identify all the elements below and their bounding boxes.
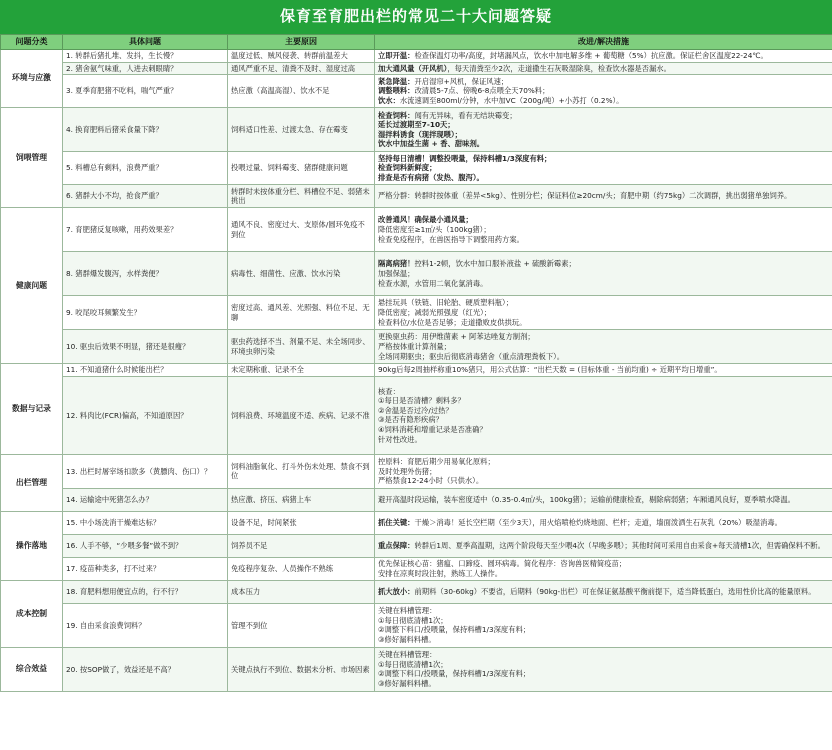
solution-text: 闻有无异味，看有无结块霉变； [414, 110, 517, 120]
solution-line [378, 225, 829, 235]
header-cause: 主要原因 [228, 35, 375, 50]
solution-emphasis: 排查是否有病猪（发热、腹泻）。 [378, 173, 484, 183]
solution-cell [375, 488, 832, 511]
solution-text: 悬挂玩具（铁链、旧轮胎、硬质塑料瓶）； [378, 298, 513, 308]
solution-line [378, 616, 829, 626]
solution-cell [375, 208, 832, 252]
solution-line [378, 318, 829, 328]
cause-cell: 饲养员不足 [228, 534, 375, 557]
solution-line [378, 365, 829, 375]
solution-text: 降低密度；减弱光照强度（红光）； [378, 307, 492, 317]
category-cell: 数据与记录 [1, 364, 63, 455]
solution-cell [375, 185, 832, 208]
table-row [1, 488, 832, 511]
question-cell: 4. 换育肥料后猪采食量下降？ [63, 108, 228, 152]
cause-cell: 饲料油脂氧化、打斗外伤未处理、禁食不到位 [228, 454, 375, 488]
table-header-row [1, 35, 832, 50]
solution-line [378, 120, 829, 130]
category-cell: 出栏管理 [1, 454, 63, 511]
solution-cell [375, 330, 832, 364]
solution-line [378, 332, 829, 342]
solution-cell [375, 580, 832, 603]
solution-emphasis: 隔离病猪！ [378, 259, 415, 269]
question-cell: 15. 中小场洗消干燥难达标？ [63, 511, 228, 534]
question-cell: 19. 自由采食浪费饲料？ [63, 603, 228, 647]
table-row [1, 454, 832, 488]
solution-line [378, 139, 829, 149]
solution-emphasis: 立即开温： [378, 51, 415, 60]
solution-line [378, 660, 829, 670]
header-solution: 改进/解决措施 [375, 35, 832, 50]
solution-text: 全场同期驱虫；驱虫后彻底消毒猪舍（重点清理粪板下）。 [378, 351, 565, 361]
solution-text: ②舍温是否过冷/过热？ [378, 405, 453, 415]
cause-cell: 热应激、挤压、病猪上车 [228, 488, 375, 511]
solution-emphasis: 抓大放小： [378, 587, 415, 597]
category-cell: 饲喂管理 [1, 108, 63, 208]
solution-text: ①每日是否清槽？剩料多？ [378, 396, 465, 406]
solution-emphasis: 重点保障： [378, 541, 415, 551]
solution-line [378, 559, 829, 569]
solution-line [378, 173, 829, 183]
category-cell: 操作落地 [1, 511, 63, 580]
table-row [1, 208, 832, 252]
cause-cell: 关键点执行不到位、数据未分析、市场因素 [228, 647, 375, 691]
question-cell: 2. 猪舍氨气味重，人进去刺眼睛？ [63, 62, 228, 75]
solution-cell [375, 511, 832, 534]
page-title: 保育至育肥出栏的常见二十大问题答疑 [0, 0, 832, 34]
category-cell: 综合效益 [1, 647, 63, 691]
table-row [1, 364, 832, 377]
solution-text: 核查： [378, 386, 400, 396]
solution-emphasis: 检查饲料： [378, 110, 415, 120]
question-cell: 6. 猪群大小不均，抢食严重？ [63, 185, 228, 208]
table-row [1, 152, 832, 185]
solution-line [378, 495, 829, 505]
solution-line [378, 308, 829, 318]
solution-line [378, 635, 829, 645]
solution-text: 优先保证核心苗：猪瘟、口蹄疫、圆环病毒。简化程序：咨询兽医精简疫苗； [378, 559, 627, 569]
solution-line [378, 406, 829, 416]
solution-line [378, 669, 829, 679]
solution-line [378, 342, 829, 352]
solution-line [378, 154, 829, 164]
cause-cell: 驱虫药选择不当、剂量不足、未全场同步、环境虫卵污染 [228, 330, 375, 364]
category-cell: 健康问题 [1, 208, 63, 364]
solution-text: 降低密度至≥1㎡/头（100kg猪）； [378, 224, 491, 234]
cause-cell: 通风不良、密度过大、支原体/圆环免疫不到位 [228, 208, 375, 252]
solution-emphasis: 坚持每日清槽！调整投喂量，保持料槽1/3深度有料； [378, 153, 552, 163]
solution-line [378, 111, 829, 121]
solution-text: 开启湿帘+风机，保证风速； [414, 76, 509, 86]
question-cell: 18. 育肥料想用便宜点的，行不行？ [63, 580, 228, 603]
solution-line [378, 415, 829, 425]
question-cell: 3. 夏季育肥猪不吃料，喘气严重？ [63, 75, 228, 108]
solution-line [378, 467, 829, 477]
solution-text: 关键在料槽管理： [378, 606, 437, 616]
cause-cell: 病毒性、细菌性、应激、饮水污染 [228, 252, 375, 296]
solution-emphasis: 紧急降温： [378, 76, 415, 86]
solution-text: 加强保温； [378, 268, 415, 278]
solution-line [378, 650, 829, 660]
solution-line [378, 191, 829, 201]
cause-cell: 转群时未按体重分栏、料槽位不足、弱猪未挑出 [228, 185, 375, 208]
table-row [1, 62, 832, 75]
table-row [1, 376, 832, 454]
solution-text: 干燥＞消毒！延长空栏期（至少3天），用火焰喷枪灼烧地面、栏杆；走道，墙面泼洒生石灰乳（20%）吸湿消毒。 [414, 518, 782, 528]
solution-cell [375, 376, 832, 454]
cause-cell: 投喂过量、饲料霉变、猪群健康问题 [228, 152, 375, 185]
solution-text: 检查免疫程序，在兽医指导下调整用药方案。 [378, 234, 524, 244]
solution-line [378, 86, 829, 96]
solution-cell [375, 647, 832, 691]
table-row [1, 534, 832, 557]
question-cell: 11. 不知道猪什么时候能出栏？ [63, 364, 228, 377]
solution-text: ①每日彻底清槽1次； [378, 659, 448, 669]
solution-emphasis: 饮水： [378, 96, 400, 106]
solution-line [378, 64, 829, 74]
cause-cell: 成本压力 [228, 580, 375, 603]
cause-cell: 饲料适口性差、过渡太急、存在霉变 [228, 108, 375, 152]
solution-line [378, 259, 829, 269]
question-cell: 8. 猪群爆发腹泻，水样粪便？ [63, 252, 228, 296]
solution-line [378, 163, 829, 173]
solution-cell [375, 108, 832, 152]
table-row [1, 603, 832, 647]
solution-emphasis: 改善通风！确保最小通风量； [378, 215, 473, 225]
solution-cell [375, 152, 832, 185]
category-cell: 成本控制 [1, 580, 63, 647]
table-row [1, 580, 832, 603]
cause-cell: 免疫程序复杂、人员操作不熟练 [228, 557, 375, 580]
solution-cell [375, 75, 832, 108]
question-cell: 16. 人手不够，“少喂多餐”做不到？ [63, 534, 228, 557]
question-cell: 1. 转群后猪扎堆、发抖，生长慢？ [63, 50, 228, 63]
table-row [1, 511, 832, 534]
solution-line [378, 679, 829, 689]
solution-text: ③修好漏料料槽。 [378, 635, 436, 644]
table-row [1, 50, 832, 63]
solution-line [378, 569, 829, 579]
solution-text: ③是否有隐形疾病？ [378, 415, 443, 425]
solution-cell [375, 534, 832, 557]
solution-cell [375, 364, 832, 377]
cause-cell: 热应激（高温高湿）、饮水不足 [228, 75, 375, 108]
solution-cell [375, 603, 832, 647]
solution-line [378, 435, 829, 445]
solution-cell [375, 50, 832, 63]
table-row [1, 252, 832, 296]
solution-emphasis: 调整喂料： [378, 86, 415, 96]
category-cell: 环境与应激 [1, 50, 63, 108]
cause-cell: 饲料浪费、环境温度不适、疾病、记录不准 [228, 376, 375, 454]
cause-cell: 设备不足，时间紧张 [228, 511, 375, 534]
solution-text: 关键在料槽管理： [378, 650, 437, 660]
solution-text: 检查水源，水管用二氧化氯消毒。 [378, 278, 488, 288]
solution-line [378, 51, 829, 61]
solution-text: 安排在凉爽时段注射，熟练工人操作。 [378, 568, 503, 578]
solution-line [378, 396, 829, 406]
solution-cell [375, 252, 832, 296]
solution-line [378, 215, 829, 225]
solution-cell [375, 296, 832, 330]
solution-text: 更换驱虫药：用伊维菌素 + 阿苯达唑复方制剂； [378, 332, 535, 342]
table-row [1, 557, 832, 580]
solution-text: 水流速调至800ml/分钟，水中加VC（200g/吨）+小苏打（0.2%）。 [399, 96, 624, 106]
question-cell: 13. 出栏时屠宰场扣款多（黄膘肉、伤口）？ [63, 454, 228, 488]
solution-emphasis: 延长过渡期至7-10天； [378, 120, 455, 130]
solution-line [378, 279, 829, 289]
solution-text: ，每天清粪至少2次，走道撒生石灰吸湿除臭，检查饮水器是否漏水。 [447, 63, 671, 73]
table-row [1, 330, 832, 364]
solution-text: ②调整下料口/投喂量，保持料槽1/3深度有料； [378, 625, 531, 635]
solution-text: 检查保温灯功率/高度，封堵漏风点，饮水中加电解多维 + 葡萄糖（5%）抗应激。保证栏舍区温度22-24℃。 [414, 51, 768, 60]
question-cell: 5. 料槽总有剩料，浪费严重？ [63, 152, 228, 185]
solution-emphasis: 抓住关键： [378, 518, 415, 528]
solution-text: 严格分群：转群时按体重（差异<5kg）、性别分栏；保证料位≥20cm/头；育肥中期（约75kg）二次调群，挑出弱猪单独饲养。 [378, 191, 792, 201]
solution-cell [375, 454, 832, 488]
cause-cell: 管理不到位 [228, 603, 375, 647]
question-cell: 10. 驱虫后效果不明显，猪还是很瘦？ [63, 330, 228, 364]
solution-text: 90kg后每2周抽样称重10%猪只，用公式估算：“出栏天数 = (目标体重 - 当前均重) ÷ 近期平均日增重”。 [378, 365, 722, 375]
solution-cell [375, 62, 832, 75]
table-row [1, 185, 832, 208]
solution-text: 严格禁食12-24小时（只供水）。 [378, 476, 484, 486]
solution-text: 针对性改进。 [378, 434, 422, 444]
solution-text: 前期料（30-60kg）不要省，后期料（90kg-出栏）可在保证氨基酸平衡前提下，适当降低蛋白，选用性价比高的能量原料。 [414, 587, 816, 597]
solution-line [378, 476, 829, 486]
solution-cell [375, 557, 832, 580]
header-question: 具体问题 [63, 35, 228, 50]
solution-line [378, 457, 829, 467]
solution-text: ②调整下料口/投喂量，保持料槽1/3深度有料； [378, 669, 531, 679]
solution-line [378, 269, 829, 279]
solution-line [378, 425, 829, 435]
cause-cell: 未定期称重、记录不全 [228, 364, 375, 377]
solution-line [378, 587, 829, 597]
qa-table [0, 34, 832, 692]
solution-line [378, 96, 829, 106]
question-cell: 14. 运输途中死猪怎么办？ [63, 488, 228, 511]
cause-cell: 密度过高、通风差、光照强、料位不足、无聊 [228, 296, 375, 330]
question-cell: 17. 疫苗种类多，打不过来？ [63, 557, 228, 580]
question-cell: 9. 咬尾咬耳频繁发生？ [63, 296, 228, 330]
solution-text: 控原料：育肥后期少用易氧化原料； [378, 456, 495, 466]
solution-text: 控料1-2顿，饮水中加口服补液盐 + 硫酸新霉素； [414, 259, 576, 269]
solution-line [378, 77, 829, 87]
solution-text: 避开高温时段运输，装车密度适中（0.35-0.4㎡/头，100kg猪）；运输前健康检查，剔除病弱猪；车厢通风良好，夏季喷水降温。 [378, 495, 795, 505]
solution-line [378, 606, 829, 616]
header-category: 问题分类 [1, 35, 63, 50]
solution-line [378, 541, 829, 551]
solution-line [378, 625, 829, 635]
cause-cell: 通风严重不足、清粪不及时、湿度过高 [228, 62, 375, 75]
solution-emphasis: 检查饲料新鲜度； [378, 163, 437, 173]
solution-text: ③修好漏料料槽。 [378, 679, 436, 688]
solution-emphasis: 饮水中加益生菌 + 香、甜味剂。 [378, 139, 485, 149]
solution-text: 改清晨5-7点、傍晚6-8点喂全天70%料； [414, 86, 550, 96]
solution-line [378, 298, 829, 308]
table-row [1, 75, 832, 108]
solution-text: 检查料位/水位是否足够；走道撒败皮供拱玩。 [378, 317, 527, 327]
table-row [1, 296, 832, 330]
solution-line [378, 518, 829, 528]
question-cell: 7. 育肥猪反复咳嗽，用药效果差？ [63, 208, 228, 252]
solution-text: 严格按体重计算剂量； [378, 341, 451, 351]
question-cell: 12. 料肉比(FCR)偏高，不知道原因？ [63, 376, 228, 454]
solution-text: 转群后1周、夏季高温期，这两个阶段每天至少喂4次（早晚多喂）；其他时间可采用自由采食+每天清槽1次，但需确保料不断。 [414, 541, 825, 551]
table-row [1, 647, 832, 691]
solution-line [378, 387, 829, 397]
cause-cell: 温度过低、贼风侵袭、转群前温差大 [228, 50, 375, 63]
solution-emphasis: 湿拌料诱食（现拌现喂）； [378, 129, 462, 139]
solution-text: ①每日彻底清槽1次； [378, 615, 448, 625]
question-cell: 20. 按SOP做了，效益还是不高？ [63, 647, 228, 691]
table-row [1, 108, 832, 152]
solution-text: 及时处理外伤猪； [378, 466, 437, 476]
solution-line [378, 130, 829, 140]
solution-line [378, 352, 829, 362]
solution-emphasis: 加大通风量（开风机） [378, 63, 448, 73]
solution-text: ④饲料消耗和增重记录是否准确？ [378, 425, 487, 434]
solution-line [378, 235, 829, 245]
